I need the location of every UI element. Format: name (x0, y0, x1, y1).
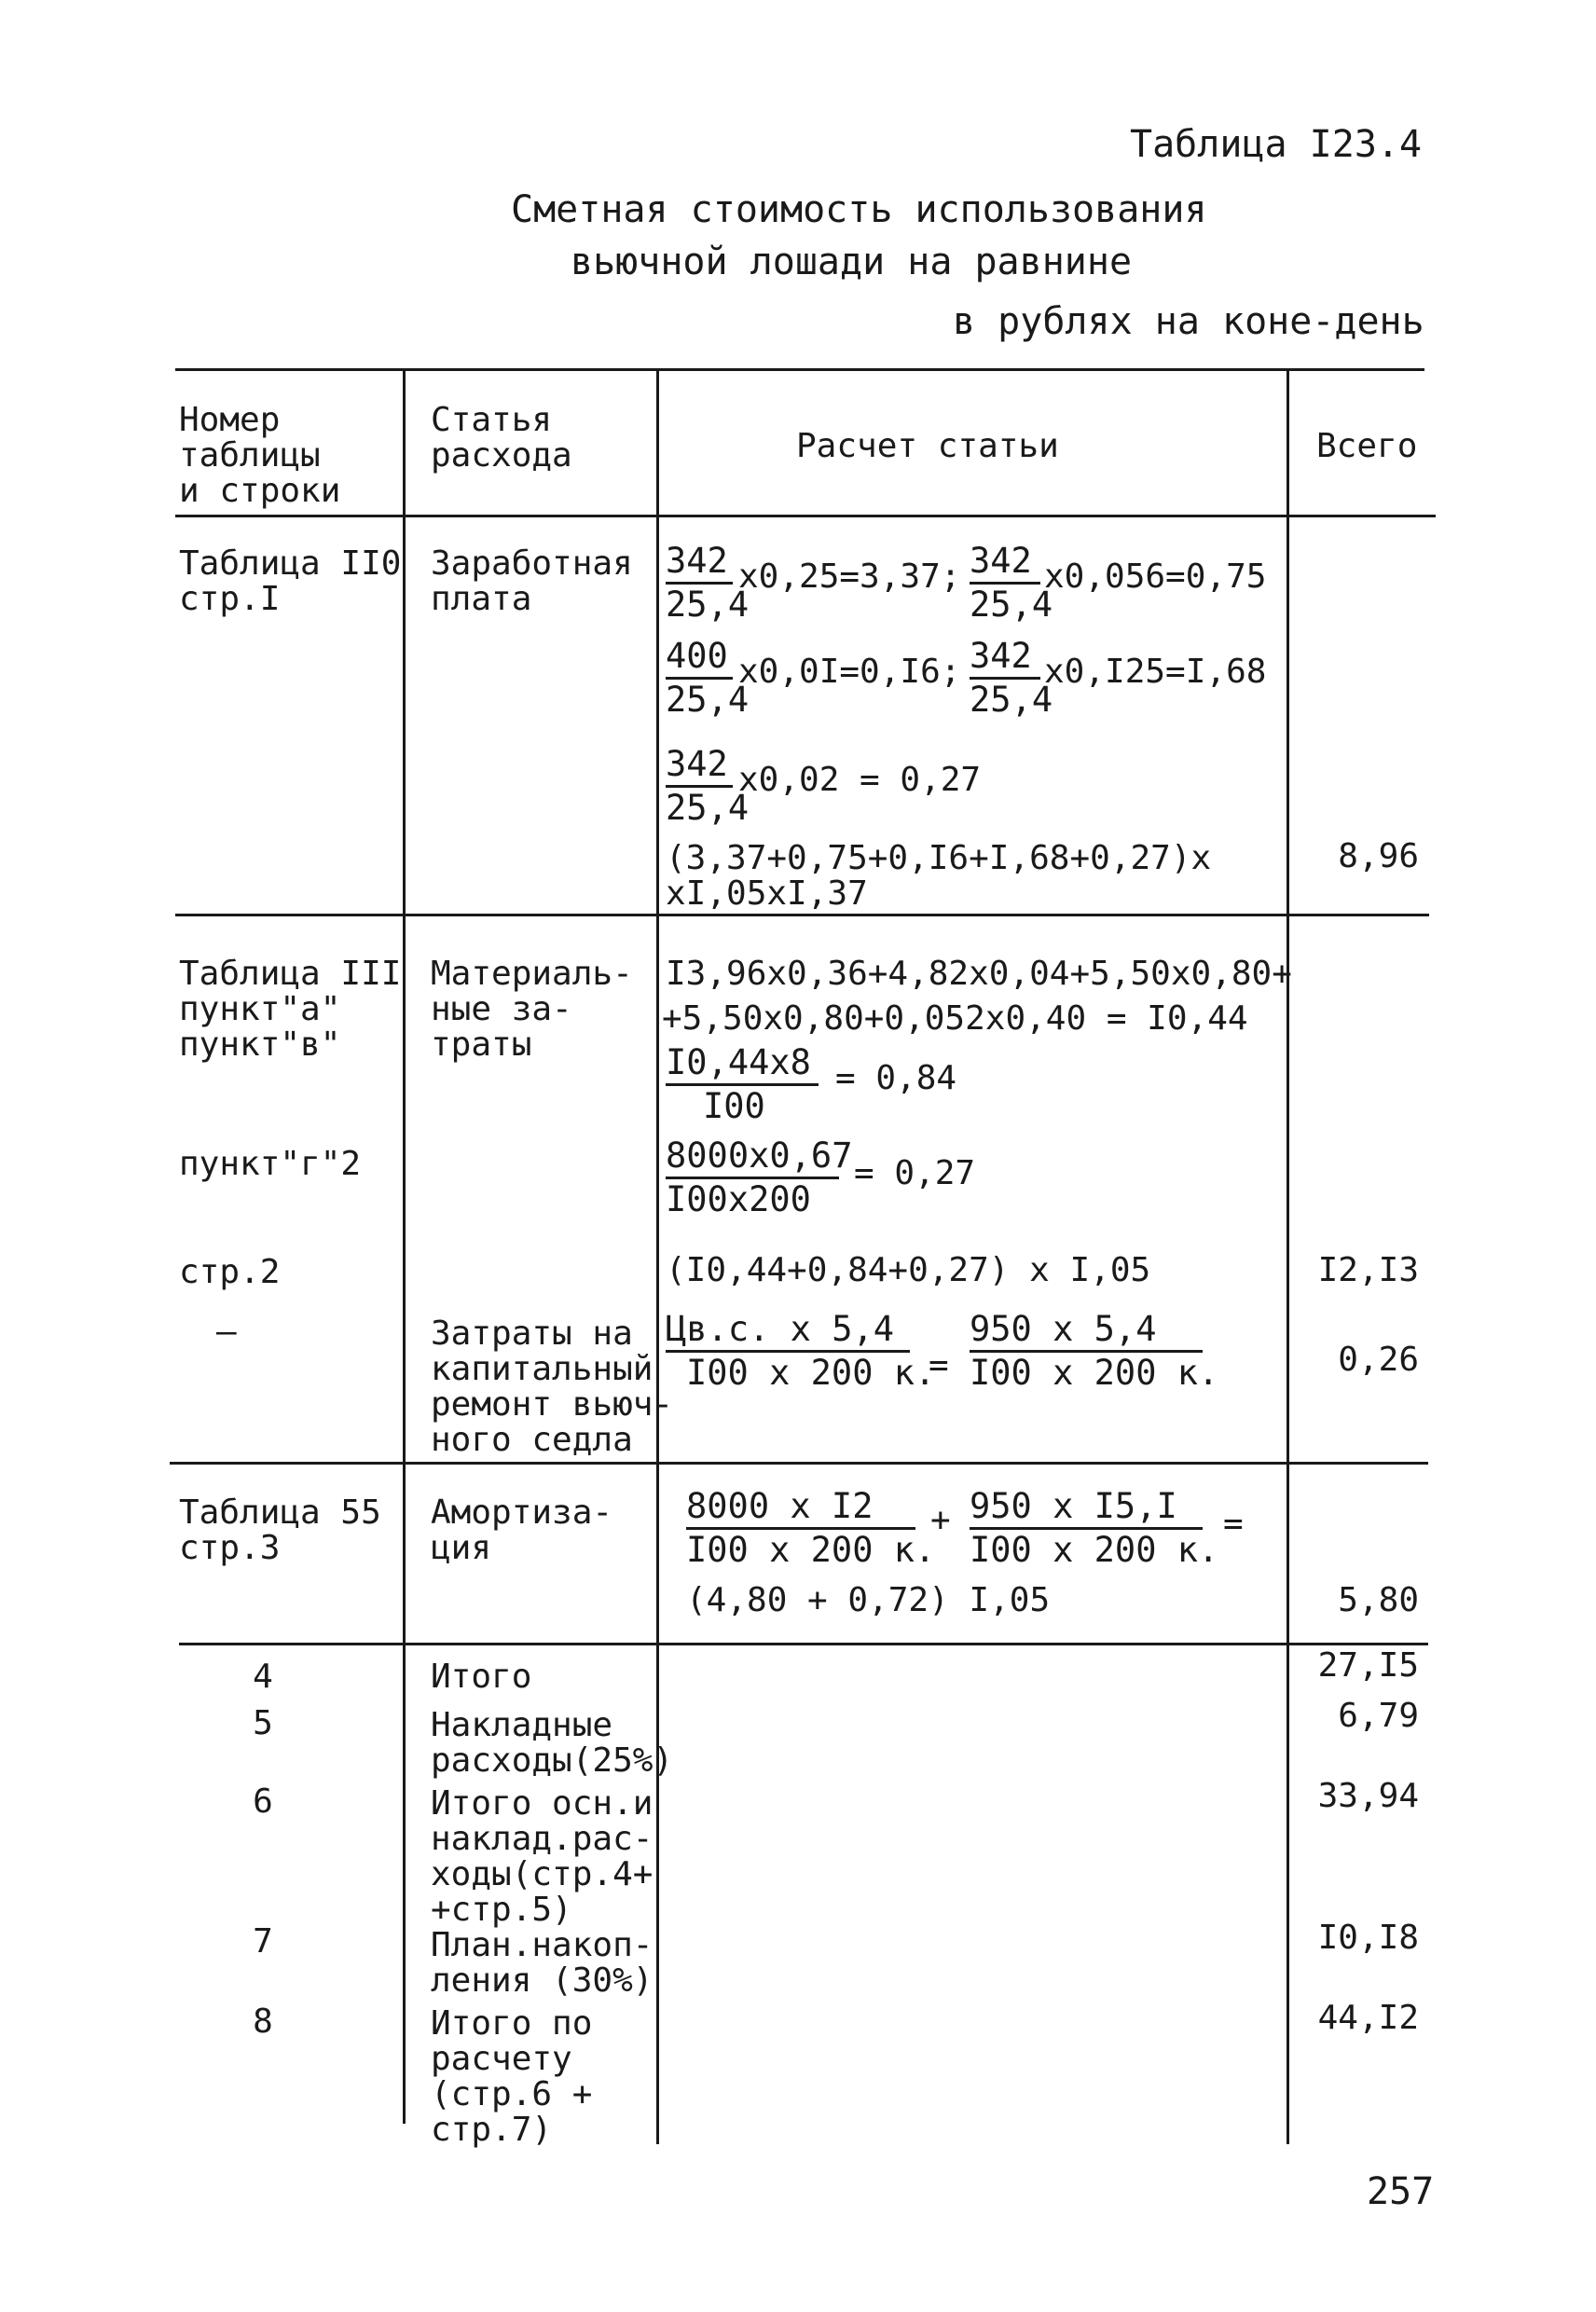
header-col-total: Всего (1316, 427, 1418, 465)
summary-total: 6,79 (1338, 1697, 1419, 1735)
row4-eq: = (1223, 1505, 1244, 1543)
row2-frac-b-rest: = 0,27 (854, 1154, 976, 1192)
row4-frac-g-num: 950 x I5,I (970, 1486, 1177, 1526)
header-col-item: Статья расхода (431, 401, 572, 475)
units-note: в рублях на коне-день (953, 300, 1424, 343)
row1-item: Заработная плата (431, 544, 633, 618)
row1-frac2-num: 342 (970, 541, 1032, 581)
row3-frac-g-num: 950 x 5,4 (970, 1309, 1157, 1349)
row3-eq: = (929, 1346, 949, 1384)
row3-frac-f-num: Цв.с. x 5,4 (666, 1309, 895, 1349)
row1-frac4 (970, 638, 1053, 719)
row1-bottom-rule (175, 914, 1429, 916)
summary-num: 5 (253, 1704, 273, 1742)
summary-total: 27,I5 (1317, 1646, 1419, 1685)
summary-num: 6 (253, 1782, 273, 1821)
header-col-calc: Расчет статьи (796, 427, 1059, 465)
row2-frac-b (666, 1137, 852, 1218)
table-title-line2: вьючной лошади на равнине (571, 241, 1133, 283)
row3-item: Затраты на капитальный ремонт вьюч- ного седла (431, 1314, 674, 1459)
summary-num: 7 (253, 1922, 273, 1961)
row1-total: 8,96 (1338, 837, 1419, 875)
summary-item: Накладные расходы(25%) (431, 1706, 674, 1780)
row2-calc-line2: +5,50x0,80+0,052x0,40 = I0,44 (662, 999, 1248, 1038)
table-number: Таблица I23.4 (1130, 123, 1423, 166)
row2-total: I2,I3 (1317, 1251, 1419, 1289)
row3-frac-f (666, 1311, 935, 1392)
row3-ref: – (216, 1313, 237, 1351)
row4-frac-f-den: I00 x 200 к. (686, 1530, 936, 1570)
header-bottom-rule (175, 515, 1436, 517)
row2-item: Материаль- ные за- траты (431, 955, 633, 1064)
row4-plus: + (930, 1501, 951, 1539)
row1-frac4-rest: x0,I25=I,68 (1044, 653, 1267, 691)
row1-frac2-rest: x0,056=0,75 (1044, 557, 1267, 596)
table-top-rule (175, 368, 1424, 371)
row2-frac-a-rest: = 0,84 (835, 1059, 957, 1097)
row4-frac-f-num: 8000 x I2 (686, 1486, 874, 1526)
row4-ref: Таблица 55 стр.3 (179, 1493, 381, 1567)
row1-frac4-num: 342 (970, 636, 1032, 676)
row4-total: 5,80 (1338, 1581, 1419, 1619)
col3-divider (1286, 369, 1289, 2144)
row1-frac3 (666, 638, 749, 719)
row1-frac1-rest: x0,25=3,37; (738, 557, 961, 596)
col1-divider (403, 369, 406, 2124)
row3-bottom-rule (170, 1462, 1428, 1465)
row2-frac-b-num: 8000x0,67 (666, 1135, 853, 1176)
summary-item: План.накоп- ления (30%) (431, 1926, 654, 2000)
summary-item: Итого (431, 1658, 532, 1696)
row1-frac3-num: 400 (666, 636, 728, 676)
row2-ref: Таблица III пункт"а" пункт"в" (179, 955, 402, 1064)
row2-frac-a-num: I0,44x8 (666, 1042, 811, 1082)
row2-calc-line1: I3,96x0,36+4,82x0,04+5,50x0,80+ (666, 955, 1292, 993)
row4-item: Амортиза- ция (431, 1493, 613, 1567)
row4-frac-g-den: I00 x 200 к. (970, 1530, 1219, 1570)
row1-frac1-den: 25,4 (666, 585, 750, 625)
summary-total: 44,I2 (1317, 1999, 1419, 2037)
summary-item: Итого по расчету (стр.6 + стр.7) (431, 2004, 593, 2149)
summary-num: 8 (253, 2002, 273, 2041)
row1-frac2-den: 25,4 (970, 585, 1053, 625)
summary-total: 33,94 (1317, 1777, 1419, 1815)
row1-frac1 (666, 543, 749, 624)
row1-sum: (3,37+0,75+0,I6+I,68+0,27)x xI,05xI,37 (666, 839, 1212, 913)
row1-frac5-rest: x0,02 = 0,27 (738, 761, 982, 799)
row1-frac2 (970, 543, 1053, 624)
row4-calc-sum: (4,80 + 0,72) I,05 (686, 1581, 1051, 1619)
col2-divider (656, 369, 659, 2144)
row1-frac5 (666, 746, 749, 827)
row1-frac3-den: 25,4 (666, 680, 750, 720)
row2-frac-a-den: I00 (703, 1086, 765, 1126)
row1-ref: Таблица II0 стр.I (179, 544, 402, 618)
summary-item: Итого осн.и наклад.рас- ходы(стр.4+ +стр.5) (431, 1784, 654, 1929)
summary-num: 4 (253, 1658, 273, 1696)
row2-ref-g: пункт"г"2 (179, 1145, 362, 1183)
row1-frac5-num: 342 (666, 744, 728, 784)
row3-frac-g (970, 1311, 1218, 1392)
row2-calc-sum: (I0,44+0,84+0,27) x I,05 (666, 1251, 1151, 1289)
row1-frac3-rest: x0,0I=0,I6; (738, 653, 961, 691)
summary-total: I0,I8 (1317, 1919, 1419, 1957)
row2-frac-a (666, 1044, 819, 1125)
row4-bottom-rule (179, 1643, 1428, 1645)
row1-frac4-den: 25,4 (970, 680, 1053, 720)
row4-frac-f (686, 1488, 935, 1569)
row2-frac-b-den: I00x200 (666, 1179, 811, 1219)
table-title-line1: Сметная стоимость использования (511, 188, 1207, 231)
row1-frac1-num: 342 (666, 541, 728, 581)
row3-frac-f-den: I00 x 200 к. (686, 1353, 936, 1393)
page-number: 257 (1367, 2170, 1435, 2213)
row3-frac-g-den: I00 x 200 к. (970, 1353, 1219, 1393)
row1-frac5-den: 25,4 (666, 788, 750, 828)
row4-frac-g (970, 1488, 1218, 1569)
header-col-number: Номер таблицы и строки (179, 401, 341, 510)
row3-total: 0,26 (1338, 1341, 1419, 1379)
row2-ref-str: стр.2 (179, 1253, 281, 1291)
